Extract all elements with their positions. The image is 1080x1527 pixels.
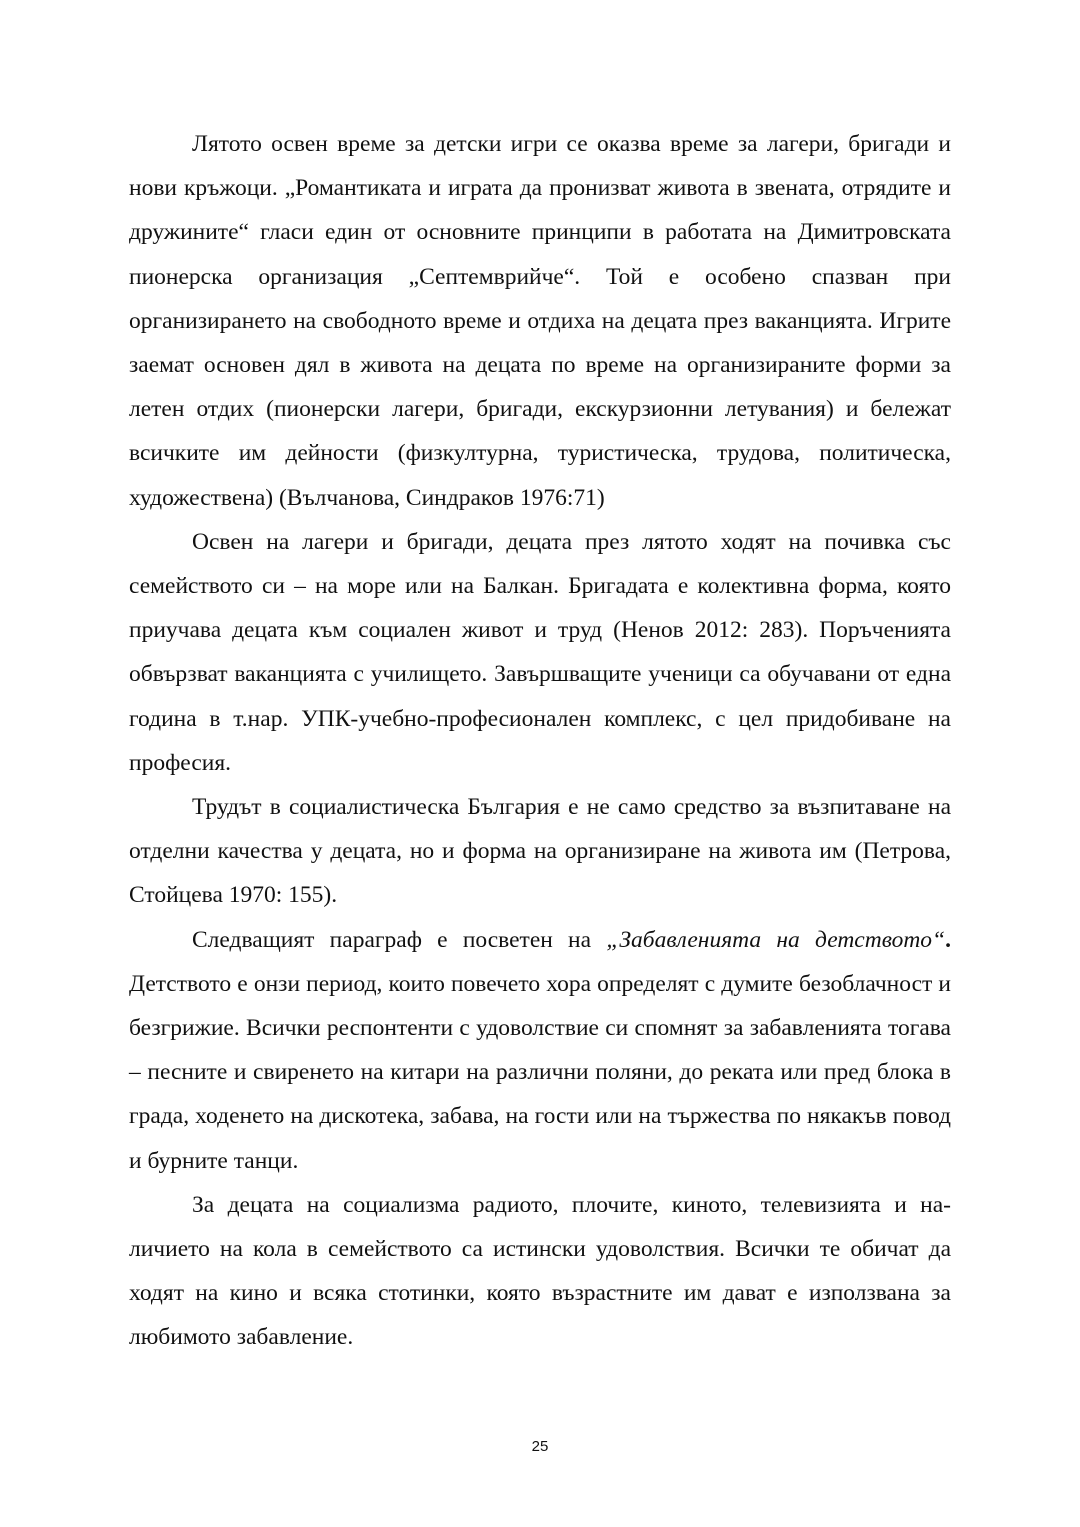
paragraph-entertainment-lead: Следващият параграф е посветен на xyxy=(192,926,607,953)
paragraph-summer-camps: Лятото освен време за детски игри се оказва време за лагери, бригади и нови кръжоци. „Романтиката и играта да пронизват живота в звената, отрядите и дружините“ гласи един от основните принципи в работата на Димитровската пионерска организация „Септемврийче“. Той е особено спазван при организирането на свободното време и отдиха на децата през ваканцията. Игрите заемат основен дял в живота на децата по време на организираните форми за летен отдих (пионерски лагери, бригади, екскурзионни летувания) и бележат всичките им дейности (физкултурна, туристическа, трудова, политическа, художествена) (Вълчанова, Синдраков 1976:71) xyxy=(129,131,951,511)
paragraph-media: За децата на социализма радиото, плочите, киното, телевизията и наличието на кола в семейството са истински удоволствия. Всички те обичат да ходят на кино и всяка стотинки, която възрастните им дават е използвана за любимото забавление. xyxy=(129,1191,951,1351)
paragraph-entertainment xyxy=(129,918,951,1183)
paragraph-labor: Трудът в социалистическа България е не само средство за възпитаване на отделни качества у децата, но и форма на организиране на живота им (Петрова, Стойцева 1970: 155). xyxy=(129,794,951,909)
section-title-italic: „Забавленията на детството“ xyxy=(606,926,946,953)
page-number: 25 xyxy=(531,1438,549,1455)
body-text xyxy=(129,122,951,1360)
paragraph-brigades: Освен на лагери и бригади, децата през лятото ходят на почивка със семейството си – на море или на Балкан. Бригадата е колективна форма, която приучава децата към социален живот и труд (Ненов 2012: 283). Поръченията обвързват ваканцията с училището. Завършващите ученици са обучавани от една година в т.нар. УПК-учебно-професионален комплекс, с цел придобиване на професия. xyxy=(129,528,951,776)
section-title-period: . xyxy=(945,926,951,953)
paragraph-entertainment-rest: Детството е онзи период, които повечето хора определят с думите безоблачност и безгрижие. Всички респонтенти с удоволствие си спомнят за забавленията тогава – песните и свиренето на китари на различни поляни, до реката или пред блока в града, ходенето на дискотека, забава, на гости или на тържества по някакъв повод и бурните танци. xyxy=(129,970,951,1174)
